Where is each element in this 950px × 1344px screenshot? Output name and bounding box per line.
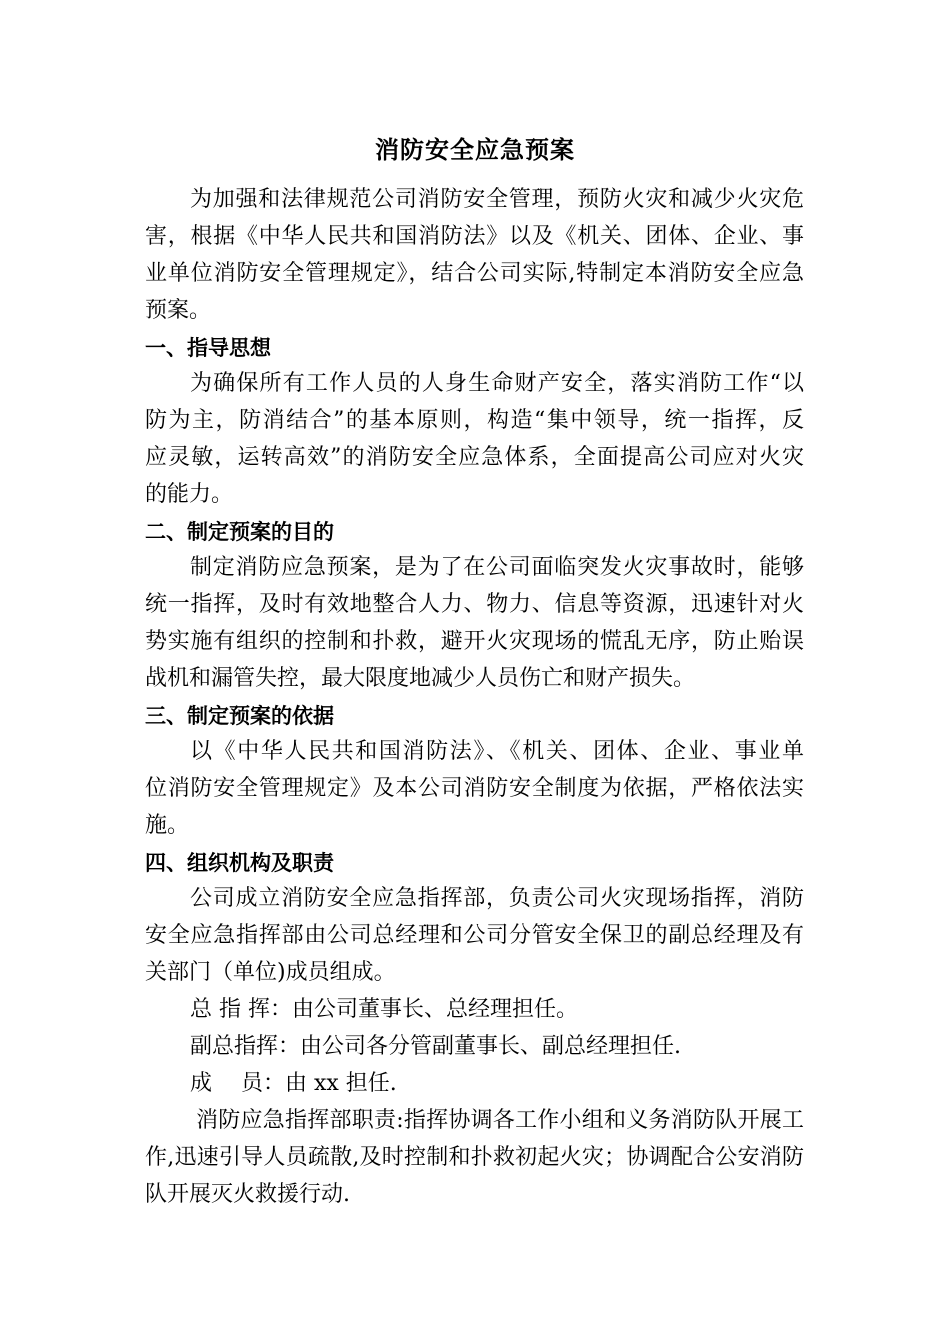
section3-line-1: 以《中华人民共和国消防法》、《机关、团体、企业、事业单: [190, 739, 804, 764]
deputy-commander-line: 副总指挥：由公司各分管副董事长、副总经理担任.: [190, 1034, 681, 1059]
intro-line-2: 害，根据《中华人民共和国消防法》以及《机关、团体、企业、事: [145, 224, 804, 249]
section-heading-3: 三、制定预案的依据: [145, 704, 334, 728]
section2-line-3: 势实施有组织的控制和扑救，避开火灾现场的慌乱无序，防止贻误: [145, 629, 804, 654]
intro-line-4: 预案。: [145, 298, 212, 323]
duties-line-2: 作,迅速引导人员疏散,及时控制和扑救初起火灾；协调配合公安消防: [145, 1145, 804, 1170]
duties-line-1: 消防应急指挥部职责:指挥协调各工作小组和义务消防队开展工: [196, 1108, 804, 1133]
commander-line: 总 指 挥：由公司董事长、总经理担任。: [190, 997, 578, 1022]
section1-line-2: 防为主，防消结合”的基本原则，构造“集中领导，统一指挥，反: [145, 408, 804, 433]
section-heading-4: 四、组织机构及职责: [145, 851, 334, 875]
section-heading-2: 二、制定预案的目的: [145, 520, 334, 544]
section1-line-4: 的能力。: [145, 482, 234, 507]
intro-line-3: 业单位消防安全管理规定》，结合公司实际,特制定本消防安全应急: [145, 261, 804, 286]
section4-line-1: 公司成立消防安全应急指挥部，负责公司火灾现场指挥，消防: [190, 886, 804, 911]
section1-line-3: 应灵敏，运转高效”的消防安全应急体系，全面提高公司应对火灾: [145, 445, 804, 470]
section-heading-1: 一、指导思想: [145, 336, 271, 360]
section3-line-3: 施。: [145, 813, 190, 838]
section3-line-2: 位消防安全管理规定》及本公司消防安全制度为依据，严格依法实: [145, 776, 804, 801]
intro-line-1: 为加强和法律规范公司消防安全管理，预防火灾和减少火灾危: [190, 187, 804, 212]
section2-line-4: 战机和漏管失控，最大限度地减少人员伤亡和财产损失。: [145, 666, 696, 691]
section1-line-1: 为确保所有工作人员的人身生命财产安全，落实消防工作“以: [190, 371, 804, 396]
section2-line-2: 统一指挥，及时有效地整合人力、物力、信息等资源，迅速针对火: [145, 592, 804, 617]
section4-line-3: 关部门（单位)成员组成。: [145, 960, 396, 985]
document-title: 消防安全应急预案: [375, 135, 575, 164]
duties-line-3: 队开展灭火救援行动.: [145, 1182, 350, 1207]
section4-line-2: 安全应急指挥部由公司总经理和公司分管安全保卫的副总经理及有: [145, 923, 804, 948]
section2-line-1: 制定消防应急预案，是为了在公司面临突发火灾事故时，能够: [190, 555, 804, 580]
members-line: 成 员：由 xx 担任.: [190, 1071, 397, 1096]
